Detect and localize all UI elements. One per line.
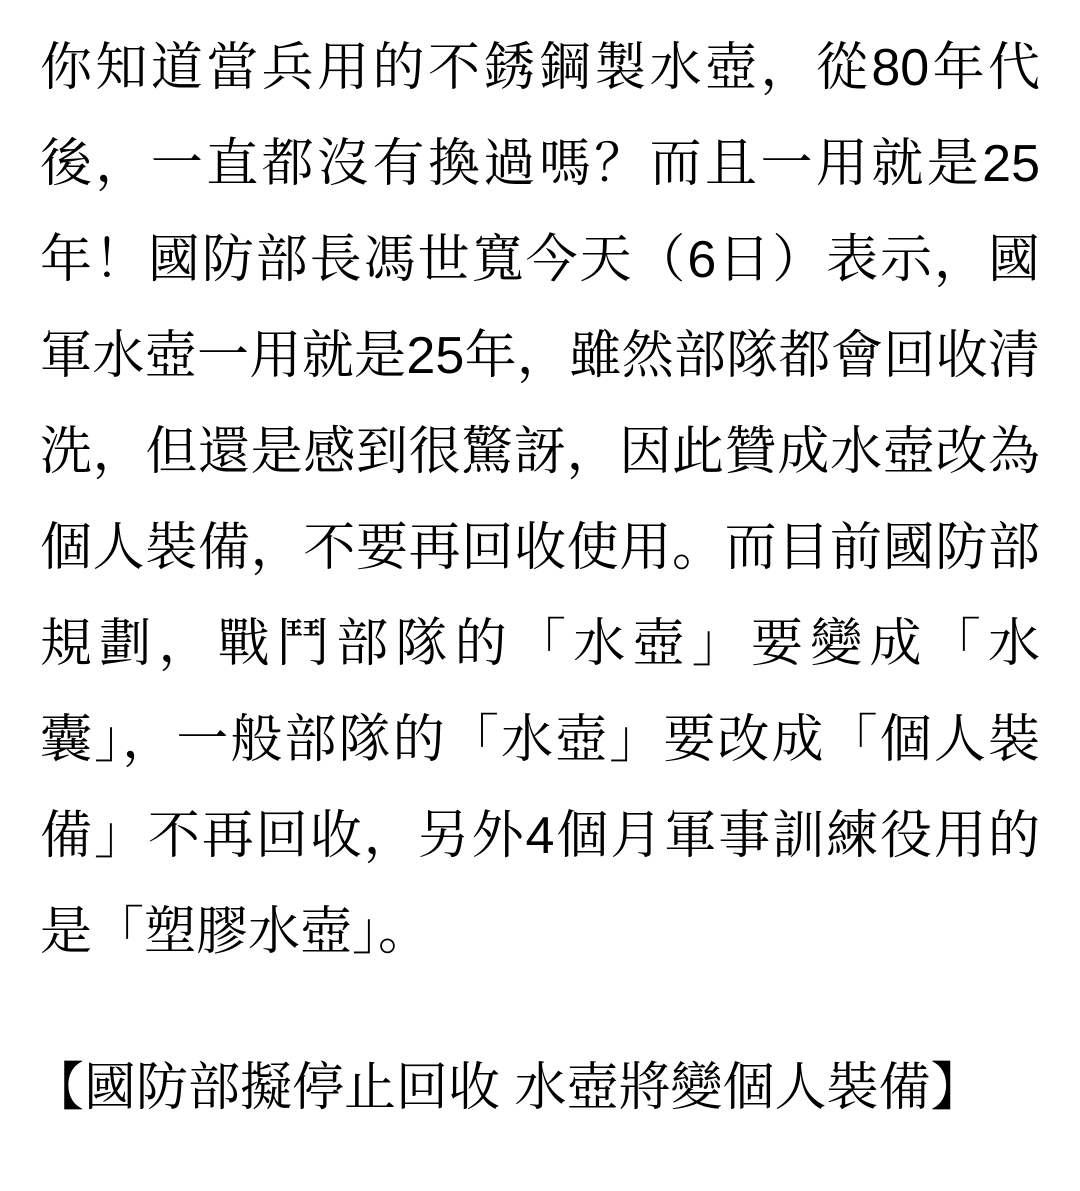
- article-line: 軍水壺一用就是25年，雖然部隊都會回收清: [40, 327, 1040, 385]
- article-line: 後，一直都沒有換過嗎？而且一用就是25: [40, 135, 1040, 193]
- article-line: 年！國防部長馮世寬今天（6日）表示，國: [40, 231, 1040, 289]
- article-line: 洗，但還是感到很驚訝，因此贊成水壺改為: [40, 423, 1040, 481]
- article-line: 規劃，戰鬥部隊的「水壺」要變成「水: [40, 615, 1040, 673]
- article-title: 【國防部擬停止回收 水壺將變個人裝備】: [32, 1059, 983, 1117]
- article-line: 囊」，一般部隊的「水壺」要改成「個人裝: [40, 711, 1040, 769]
- article-line: 是「塑膠水壺」。: [40, 903, 431, 961]
- article-paragraph: [40, 20, 1040, 980]
- article-line: 備」不再回收，另外4個月軍事訓練役用的: [40, 807, 1040, 865]
- article-line: 個人裝備，不要再回收使用。而目前國防部: [40, 519, 1040, 577]
- article-line: 你知道當兵用的不銹鋼製水壺，從80年代: [40, 39, 1040, 97]
